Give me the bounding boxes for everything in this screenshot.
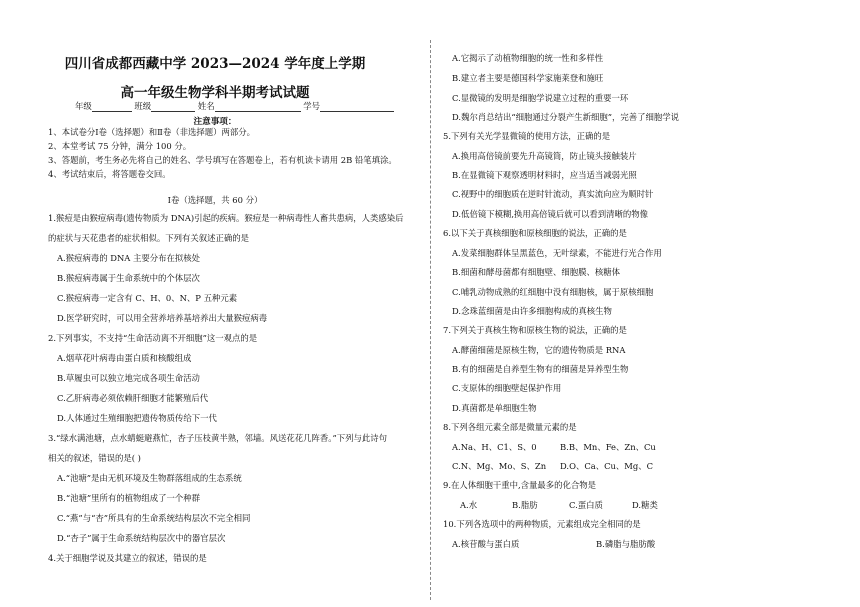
question-1: 1.猴痘是由猴痘病毒(遗传物质为 DNA)引起的疾病。猴痘是一种病毒性人畜共患病，人类感染后: [48, 213, 404, 223]
notice-item: 3、答题前，考生务必先将自己的姓名、学号填写在答题卷上，若有机读卡请用 2B 铅笔填涂。: [48, 155, 397, 165]
option-d: D.魏尔肖总结出“细胞通过分裂产生新细胞”，完善了细胞学说: [452, 112, 680, 122]
question-10: 10.下列各选项中的两种物质，元素组成完全相同的是: [443, 519, 641, 529]
option-b: B.有的细菌是自养型生物有的细菌是异养型生物: [452, 364, 629, 374]
option-c: C.N、Mg、Mo、S、Zn: [452, 461, 547, 471]
question-8: 8.下列各组元素全部是微量元素的是: [443, 422, 577, 432]
option-c: C.视野中的细胞质在逆时针流动，真实流向应为顺时针: [452, 189, 654, 199]
option-a: A.核苷酸与蛋白质: [452, 539, 520, 549]
name-label: 姓名: [197, 101, 215, 111]
option-a: A.水: [460, 500, 478, 510]
question-6: 6.以下关于真核细胞和原核细胞的说法，正确的是: [443, 228, 627, 238]
grade-label: 年级: [75, 101, 92, 111]
section-title: Ⅰ卷（选择题，共 60 分）: [167, 195, 263, 205]
option-b: B.脂肪: [512, 500, 538, 510]
option-d: D.低倍镜下模糊,换用高倍镜后就可以看到清晰的物像: [452, 209, 648, 219]
notice-item: 1、本试卷分Ⅰ卷（选择题）和Ⅱ卷（非选择题）两部分。: [48, 127, 255, 137]
question-5: 5.下列有关光学显微镜的使用方法，正确的是: [443, 131, 611, 141]
student-info-line: [75, 100, 394, 112]
notice-item: 4、考试结束后，将答题卷交回。: [48, 169, 171, 179]
option-d: D.念珠蓝细菌是由许多细胞构成的真核生物: [452, 306, 612, 316]
option-c: C.乙肝病毒必须依赖肝细胞才能繁殖后代: [57, 393, 209, 403]
column-divider: [430, 40, 431, 600]
exam-title-line1: 四川省成都西藏中学 2023—2024 学年度上学期: [64, 56, 366, 72]
option-d: D.“杏子”属于生命系统结构层次中的器官层次: [57, 533, 226, 543]
grade-blank[interactable]: [92, 102, 132, 112]
option-b: B.建立者主要是德国科学家施莱登和施旺: [452, 73, 604, 83]
option-b: B.在显微镜下观察透明材料时，应当适当减弱光照: [452, 170, 637, 180]
option-d: D.医学研究时，可以用全营养培养基培养出大量猴痘病毒: [57, 313, 268, 323]
option-c: C.猴痘病毒一定含有 C、H、0、N、P 五种元素: [57, 293, 238, 303]
option-a: A.猴痘病毒的 DNA 主要分布在拟核处: [57, 253, 200, 263]
question-7: 7.下列关于真核生物和原核生物的说法，正确的是: [443, 325, 627, 335]
option-c: C.支原体的细胞壁起保护作用: [452, 383, 562, 393]
name-blank[interactable]: [215, 102, 301, 112]
question-4: 4.关于细胞学说及其建立的叙述，错误的是: [48, 553, 207, 563]
class-label: 班级: [134, 101, 152, 111]
notice-item: 2、本堂考试 75 分钟，满分 100 分。: [48, 141, 192, 151]
option-c: C.显微镜的发明是细胞学说建立过程的重要一环: [452, 93, 629, 103]
option-b: B.猴痘病毒属于生命系统中的个体层次: [57, 273, 200, 283]
option-b: B.“池塘”里所有的植物组成了一个种群: [57, 493, 201, 503]
option-b: B.草履虫可以独立地完成各项生命活动: [57, 373, 200, 383]
option-b: B.磷脂与脂肪酸: [596, 539, 656, 549]
option-c: C.“燕”与“杏”所具有的生命系统结构层次不完全相同: [57, 513, 251, 523]
question-9: 9.在人体细胞干重中,含量最多的化合物是: [443, 480, 597, 490]
notice-title: 注意事项：: [193, 117, 237, 127]
option-c: C.蛋白质: [569, 500, 603, 510]
number-label: 学号: [303, 101, 321, 111]
option-a: A.它揭示了动植物细胞的统一性和多样性: [452, 53, 604, 63]
question-2: 2.下列事实，不支持“生命活动离不开细胞”这一观点的是: [48, 333, 258, 343]
option-a: A.发菜细胞群体呈黑蓝色，无叶绿素，不能进行光合作用: [452, 248, 662, 258]
question-text: 相关的叙述，错误的是( ): [48, 453, 141, 463]
option-a: A.Na、H、C1、S、0: [452, 442, 537, 452]
option-d: D.人体通过生殖细胞把遗传物质传给下一代: [57, 413, 217, 423]
question-text: 的症状与天花患者的症状相似。下列有关叙述正确的是: [48, 233, 249, 243]
option-c: C.哺乳动物成熟的红细胞中没有细胞核，属于原核细胞: [452, 287, 654, 297]
exam-title-line2: 高一年级生物学科半期考试试题: [120, 85, 310, 101]
option-d: D.O、Ca、Cu、Mg、C: [560, 461, 653, 471]
option-d: D.糖类: [632, 500, 658, 510]
option-a: A.烟草花叶病毒由蛋白质和核酸组成: [57, 353, 192, 363]
option-a: A.“池塘”是由无机环境及生物群落组成的生态系统: [57, 473, 242, 483]
option-a: A.换用高倍镜前要先升高镜筒，防止镜头接触装片: [452, 151, 637, 161]
option-b: B.B、Mn、Fe、Zn、Cu: [560, 442, 656, 452]
number-blank[interactable]: [320, 102, 394, 112]
class-blank[interactable]: [151, 102, 195, 112]
question-3: 3.“绿水满池塘，点水蜻蜓避燕忙，杏子压枝黄半熟，邻墙。风送花花几阵香。”下列与此诗句: [48, 433, 387, 443]
option-b: B.细菌和酵母菌都有细胞壁、细胞膜、核糖体: [452, 267, 620, 277]
option-d: D.真菌都是单细胞生物: [452, 403, 537, 413]
option-a: A.酵菌细菌是原核生物，它的遗传物质是 RNA: [452, 345, 626, 355]
